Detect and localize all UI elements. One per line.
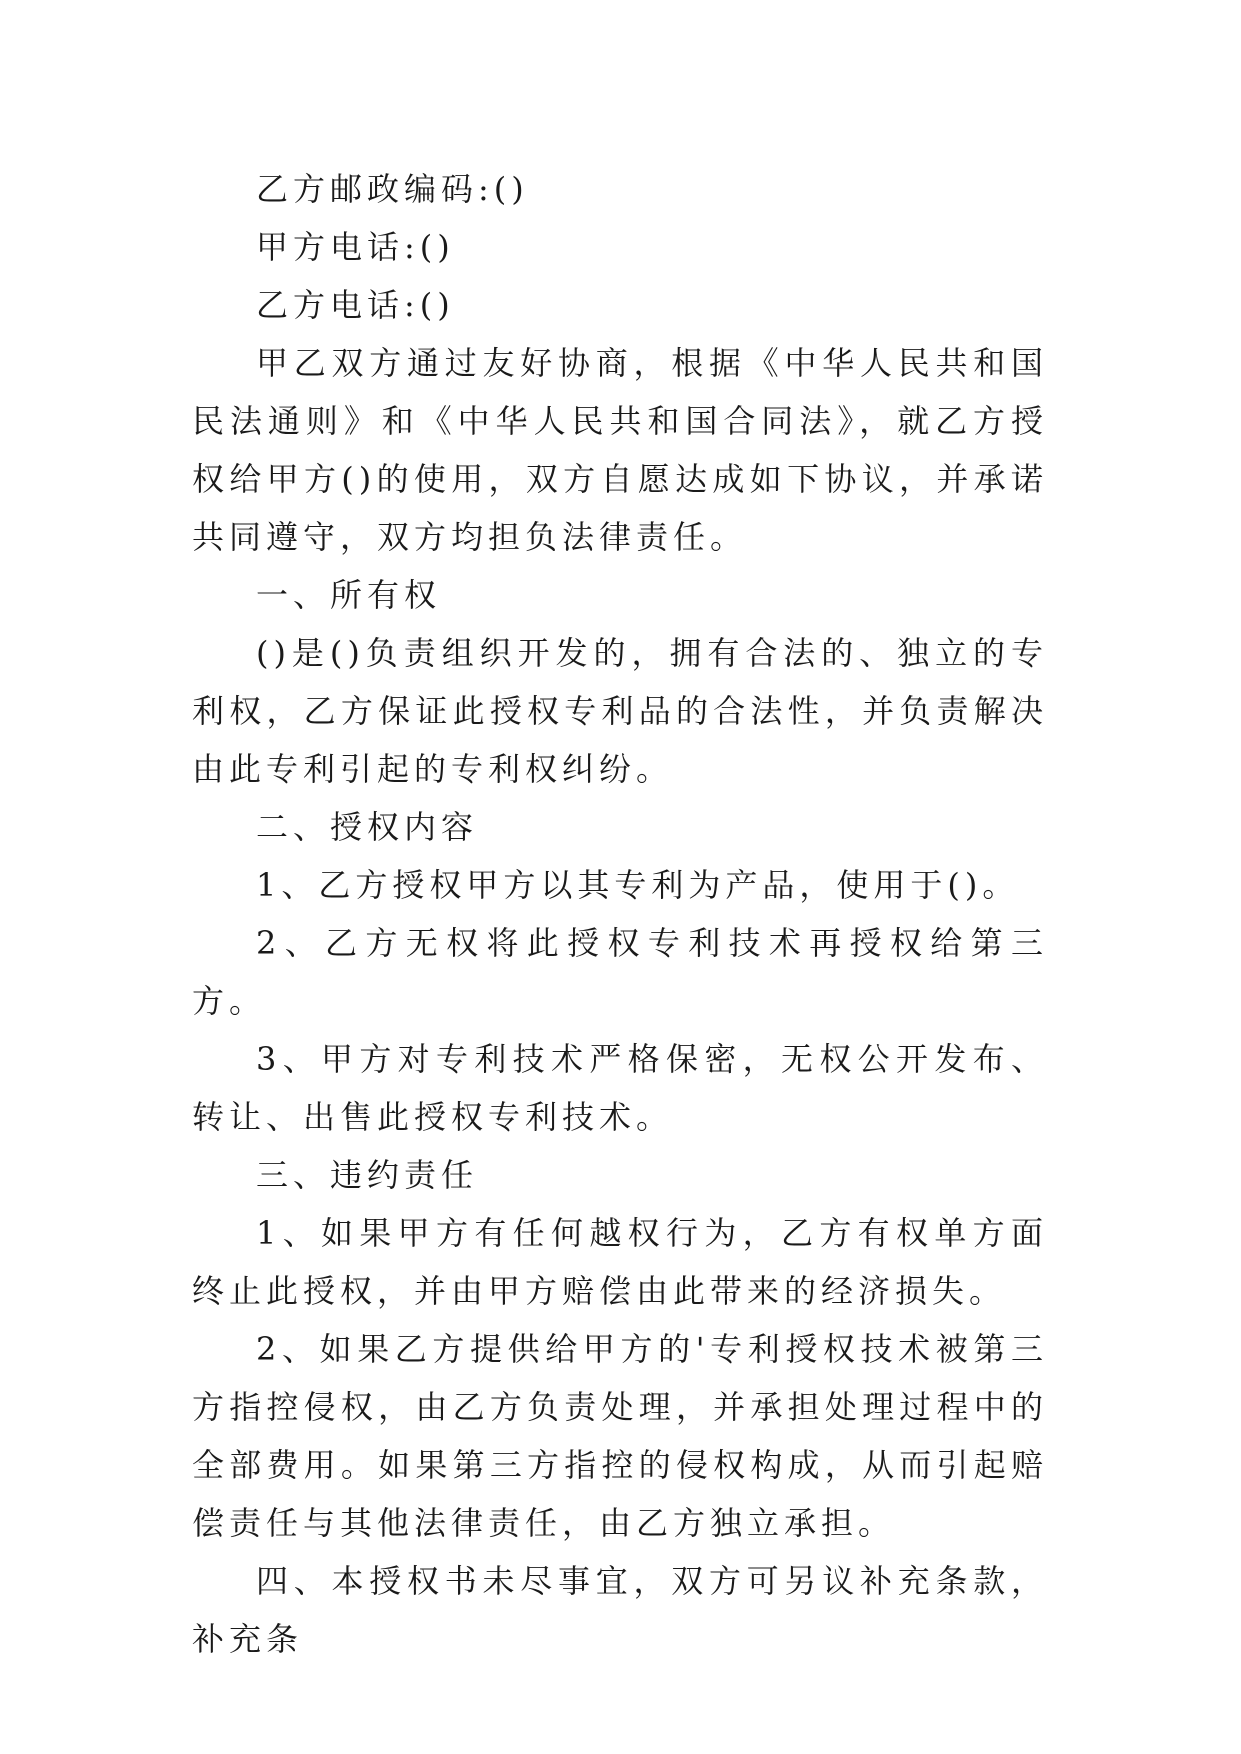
clause-authorization-1: 1、乙方授权甲方以其专利为产品，使用于()。 [256,866,1020,904]
clause-authorization-2: 2、乙方无权将此授权专利技术再授权给第三方。 [192,924,1048,1020]
heading-authorization-content: 二、授权内容 [256,808,479,846]
paragraph-ownership: ()是()负责组织开发的，拥有合法的、独立的专利权，乙方保证此授权专利品的合法性，并负责解决由此专利引起的专利权纠纷。 [192,634,1048,788]
heading-breach-liability: 三、违约责任 [256,1156,479,1194]
clause-breach-1: 1、如果甲方有任何越权行为，乙方有权单方面终止此授权，并由甲方赔偿由此带来的经济损失。 [192,1214,1048,1310]
paragraph-party-b-phone: 乙方电话:() [256,286,455,324]
clause-authorization-3: 3、甲方对专利技术严格保密，无权公开发布、转让、出售此授权专利技术。 [192,1040,1048,1136]
paragraph-preamble: 甲乙双方通过友好协商，根据《中华人民共和国民法通则》和《中华人民共和国合同法》，就乙方授权给甲方()的使用，双方自愿达成如下协议，并承诺共同遵守，双方均担负法律责任。 [192,344,1048,556]
paragraph-party-a-phone: 甲方电话:() [256,228,455,266]
heading-ownership: 一、所有权 [256,576,442,614]
paragraph-supplementary-terms: 四、本授权书未尽事宜，双方可另议补充条款，补充条 [192,1562,1048,1658]
clause-breach-2: 2、如果乙方提供给甲方的'专利授权技术被第三方指控侵权，由乙方负责处理，并承担处理过程中的全部费用。如果第三方指控的侵权构成，从而引起赔偿责任与其他法律责任，由乙方独立承担。 [192,1330,1048,1542]
document-body [192,160,1048,1668]
paragraph-party-b-postcode: 乙方邮政编码:() [256,170,529,208]
